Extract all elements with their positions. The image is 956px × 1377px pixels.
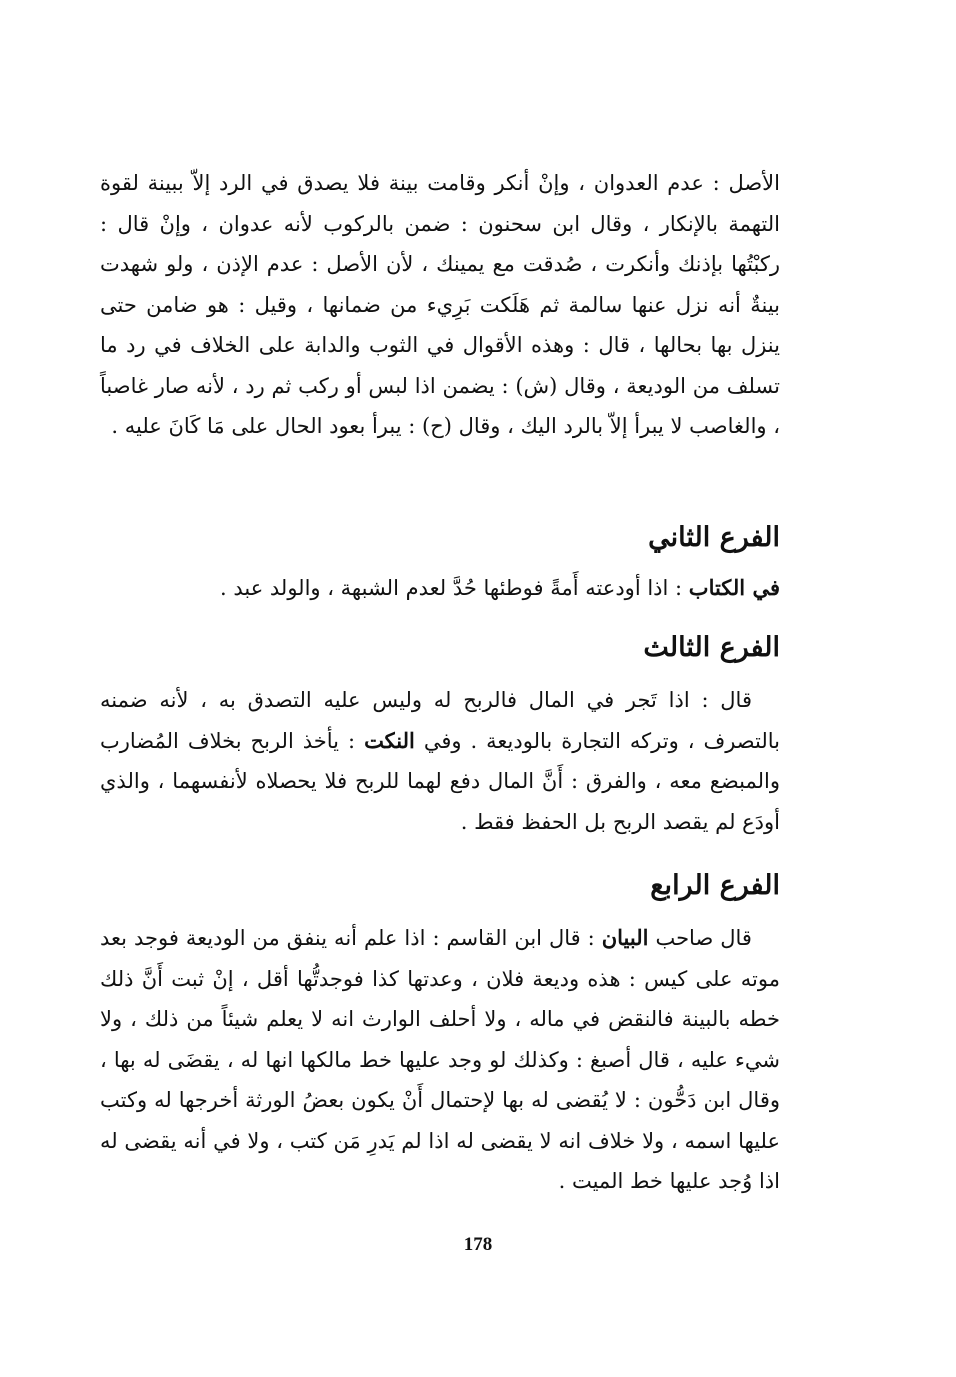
branch-2-term: في الكتاب — [688, 575, 780, 600]
branch-3-term: النكت — [364, 727, 415, 753]
branch-3-text-a: قال : اذا تَجر في المال فالربح له وليس عليه التصدق به ، لأنه ضمنه بالتصرف ، وتركه التجارة بالوديعة . وفي — [100, 688, 781, 753]
branch-2-text: : اذا أودعته أَمةً فوطئها حُدَّ لعدم الشبهة ، والولد عبد . — [219, 576, 689, 600]
branch-3-text-b: : يأخذ الربح بخلاف المُضارب والمبضع معه ، والفرق : أَنَّ المال دفع لهما للربح فلا يحصلاه لأنفسهما ، والذي أودَع لم يقصد الربح بل الحفظ فقط . — [100, 728, 780, 834]
page-number: 178 — [463, 1234, 493, 1255]
branch-2-paragraph — [100, 568, 780, 609]
branch-4-heading: الفرع الرابع — [650, 870, 780, 901]
branch-3-heading: الفرع الثالث — [643, 632, 780, 663]
branch-2-heading: الفرع الثاني — [648, 522, 780, 553]
intro-paragraph: الأصل : عدم العدوان ، وإنْ أنكر وقامت بينة فلا يصدق في الرد إلاّ ببينة لقوة التهمة بالإنكار ، وقال ابن سحنون : ضمن بالركوب لأنه عدوان ، وإنْ قال : ركبْتُها بإذنك وأنكرت ، صُدقت مع يمينك ، لأن الأصل : عدم الإذن ، ولو شهدت بينةٌ أنه نزل عنها سالمة ثم هَلَكت بَرِيء من ضمانها ، وقيل : هو ضامن حتى ينزل بها بحالها ، قال : وهذه الأقوال في الثوب والدابة على الخلاف في رد ما تسلف من الوديعة ، وقال (ش) : يضمن اذا لبس أو ركب ثم رد ، لأنه صار غاصباً ، والغاصب لا يبرأ إلاّ بالرد اليك ، وقال (ح) : يبرأ بعود الحال على مَا كَانَ عليه . — [100, 171, 780, 438]
branch-3-paragraph — [100, 680, 780, 842]
branch-4-term: البيان — [601, 925, 649, 950]
branch-4-text-a: قال صاحب — [648, 926, 752, 950]
branch-4-paragraph — [100, 918, 780, 1202]
branch-4-text-b: : قال ابن القاسم : اذا علم أنه ينفق من الوديعة فوجد بعد موته على كيس : هذه وديعة فلان ، وعدتها كذا فوجدتُّها أقل ، إنْ ثبت أَنَّ ذلك خطه بالبينة فالنقض في ماله ، ولا أحلف الوارث انه لا يعلم شيئاً من ذلك ، ولا شيء عليه ، قال أصبغ : وكذلك لو وجد عليها خط مالكها انها له ، يقضَى له بها ، وقال ابن دَحُّون : لا يُقضى له بها لإحتمال أَنْ يكون بعضُ الورثة أخرجها له وكتب عليها اسمه ، ولا خلاف انه لا يقضى له اذا لم يَدرِ مَن كتب ، ولا في أنه يقضى له اذا وُجد عليها خط الميت . — [100, 926, 780, 1193]
